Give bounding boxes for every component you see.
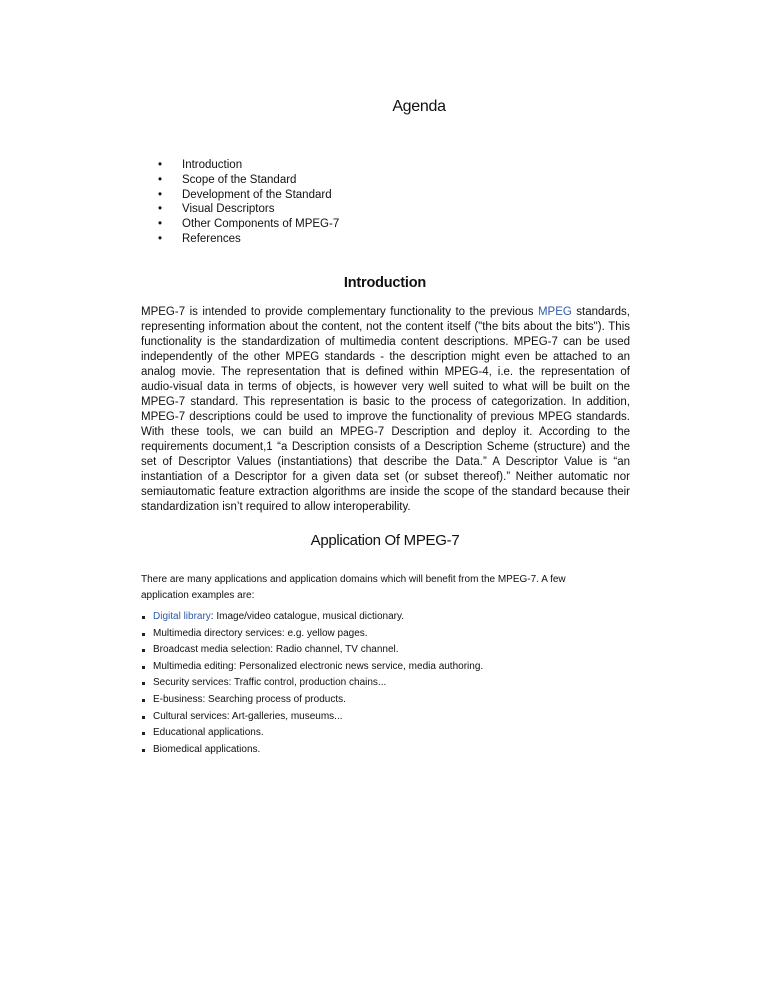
list-item: Biomedical applications. [141,742,483,759]
square-bullet-icon [142,633,145,636]
list-item: Digital library: Image/video catalogue, musical dictionary. [141,609,483,626]
bullet-icon: • [158,188,163,201]
list-item: Multimedia editing: Personalized electronic news service, media authoring. [141,659,483,676]
list-item: • Introduction [158,159,243,171]
bullet-icon: • [158,159,163,171]
list-item: • Visual Descriptors [158,203,275,216]
bullet-icon: • [158,218,163,231]
list-item: • Scope of the Standard [158,173,297,186]
list-item: Educational applications. [141,725,483,742]
list-item: Security services: Traffic control, production chains... [141,675,483,692]
digital-library-link[interactable]: Digital library [153,611,211,622]
square-bullet-icon [142,699,145,702]
list-item: Broadcast media selection: Radio channel, TV channel. [141,642,483,659]
square-bullet-icon [142,682,145,685]
list-item: • Other Components of MPEG-7 [158,218,340,231]
list-item: • References [158,232,241,245]
introduction-heading: Introduction [343,275,427,291]
square-bullet-icon [142,749,145,752]
square-bullet-icon [142,732,145,735]
mpeg-link[interactable]: MPEG [537,306,572,318]
application-list [141,609,483,758]
square-bullet-icon [142,666,145,669]
introduction-paragraph: MPEG-7 is intended to provide complementary functionality to the previous MPEG standards, representing information about the content, not the content itself ("the bits about the bits"). This functionality is the standardization of multimedia content descriptions. MPEG-7 can be used independently of the other MPEG standards - the description might even be attached to an analog movie. The representation that is defined within MPEG-4, i.e. the representation of audio-visual data in terms of objects, is however very well suited to what will be built on the MPEG-7 standard. This representation is basic to the process of categorization. In addition, MPEG-7 descriptions could be used to improve the functionality of previous MPEG standards. With these tools, we can build an MPEG-7 Description and deploy it. According to the requirements document,1 “a Description consists of a Description Scheme (structure) and the set of Descriptor Values (instantiations) that describe the Data.” A Descriptor Value is “an instantiation of a Descriptor for a given data set (or subset thereof).” Neither automatic nor semiautomatic feature extraction algorithms are inside the scope of the standard because their standardization isn’t required to allow interoperability. [141,306,630,513]
list-item: Cultural services: Art-galleries, museums... [141,709,483,726]
bullet-icon: • [158,203,163,216]
list-item: E-business: Searching process of products. [141,692,483,709]
square-bullet-icon [142,616,145,619]
bullet-icon: • [158,173,163,186]
agenda-title: Agenda [392,98,446,115]
application-intro: There are many applications and application domains which will benefit from the MPEG-7. A few application examples are: [141,574,566,601]
bullet-icon: • [158,232,163,245]
list-item: Multimedia directory services: e.g. yellow pages. [141,626,483,643]
application-heading: Application Of MPEG-7 [310,532,460,549]
square-bullet-icon [142,649,145,652]
square-bullet-icon [142,716,145,719]
agenda-list [158,158,339,247]
list-item: • Development of the Standard [158,188,332,201]
